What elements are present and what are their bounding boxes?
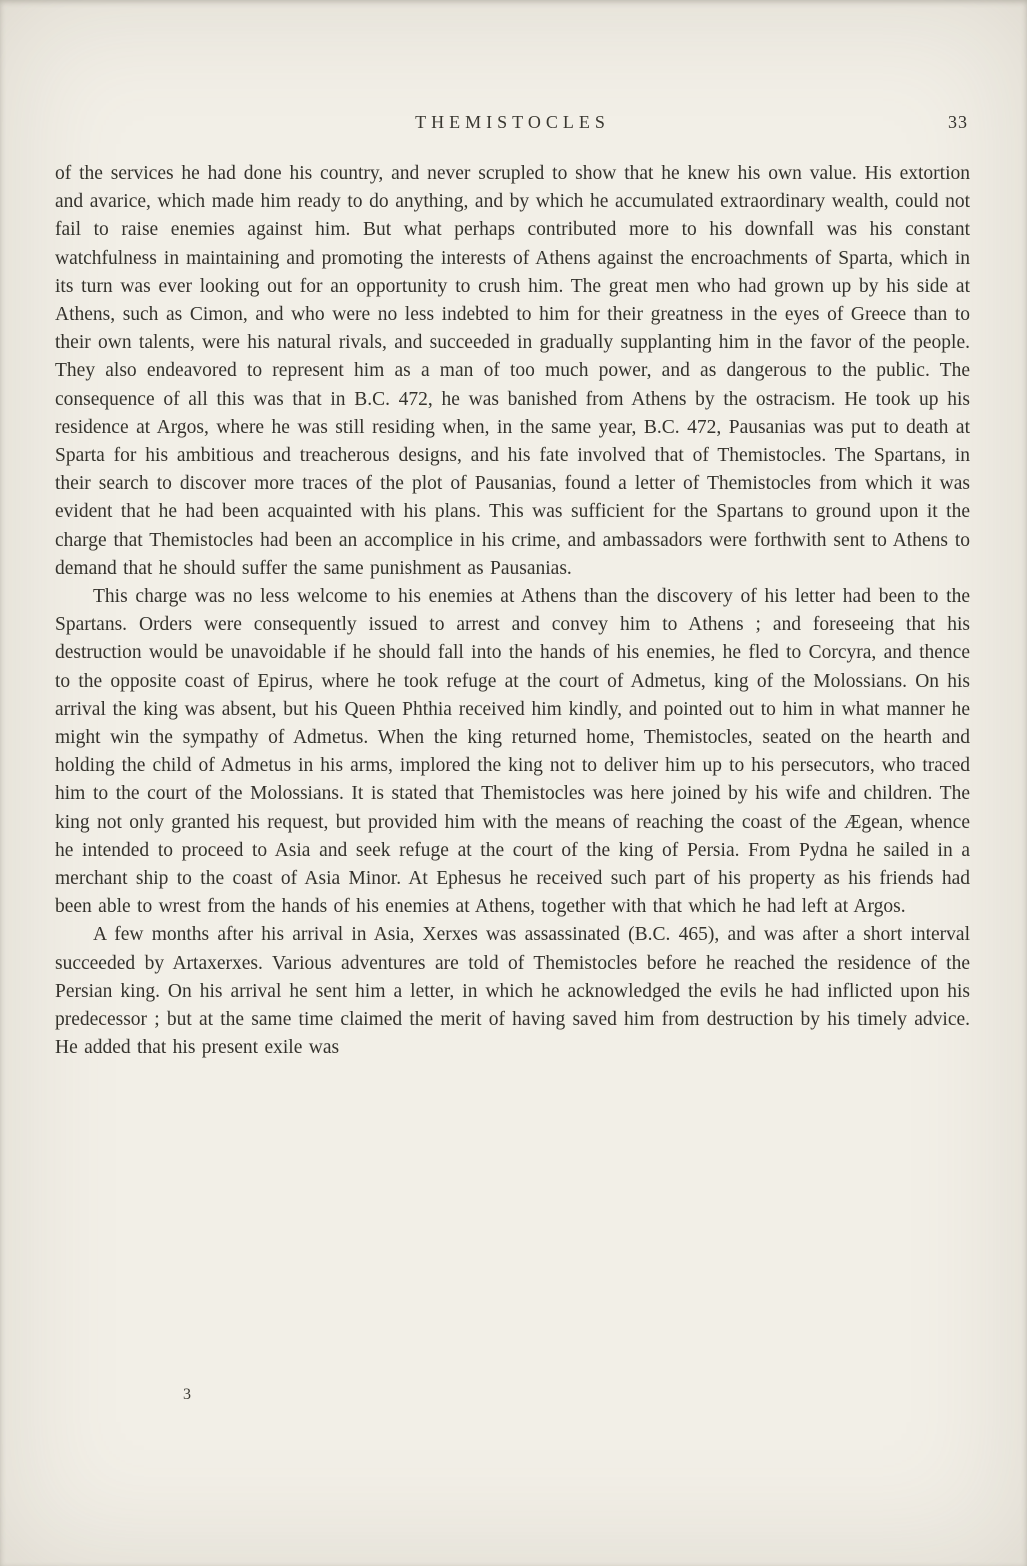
page-number: 33 — [948, 112, 968, 132]
running-head — [55, 112, 970, 138]
paragraph-continuation: of the services he had done his country, and never scrupled to show that he knew his own value. His extortion and avarice, which made him ready to do anything, and by which he accumulated extraordinary wealth, could not fail to raise enemies against him. But what perhaps contributed more to his downfall was his constant watchfulness in maintaining and promoting the interests of Athens against the encroachments of Sparta, which in its turn was ever looking out for an opportunity to crush him. The great men who had grown up by his side at Athens, such as Cimon, and who were no less indebted to him for their greatness in the eyes of Greece than to their own talents, were his natural rivals, and succeeded in gradually supplanting him in the favor of the people. They also endeavored to represent him as a man of too much power, and as dangerous to the public. The consequence of all this was that in B.C. 472, he was banished from Athens by the ostracism. He took up his residence at Argos, where he was still residing when, in the same year, B.C. 472, Pausanias was put to death at Sparta for his ambitious and treacherous designs, and his fate involved that of Themistocles. The Spartans, in their search to discover more traces of the plot of Pausanias, found a letter of Themistocles from which it was evident that he had been acquainted with his plans. This was sufficient for the Spartans to ground upon it the charge that Themistocles had been an accomplice in his crime, and ambassadors were forthwith sent to Athens to demand that he should suffer the same punishment as Pausanias. — [55, 163, 970, 579]
paragraph: A few months after his arrival in Asia, Xerxes was assassinated (B.C. 465), and was after a short interval succeeded by Artaxerxes. Various adventures are told of Themistocles before he reached the residence of the Persian king. On his arrival he sent him a letter, in which he acknowledged the evils he had inflicted upon his predecessor ; but at the same time claimed the merit of having saved him from destruction by his timely advice. He added that his present exile was — [55, 924, 970, 1059]
page-body — [55, 160, 970, 1063]
signature-mark: 3 — [183, 1386, 191, 1403]
page-title: THEMISTOCLES — [415, 112, 610, 132]
paragraph: This charge was no less welcome to his enemies at Athens than the discovery of his letter had been to the Spartans. Orders were consequently issued to arrest and convey him to Athens ; and foreseeing that his destruction would be unavoidable if he should fall into the hands of his enemies, he fled to Corcyra, and thence to the opposite coast of Epirus, where he took refuge at the court of Admetus, king of the Molossians. On his arrival the king was absent, but his Queen Phthia received him kindly, and pointed out to him in what manner he might win the sympathy of Admetus. When the king returned home, Themistocles, seated on the hearth and holding the child of Admetus in his arms, implored the king not to deliver him up to his persecutors, who traced him to the court of the Molossians. It is stated that Themistocles was here joined by his wife and children. The king not only granted his request, but provided him with the means of reaching the coast of the Ægean, whence he intended to proceed to Asia and seek refuge at the court of the king of Persia. From Pydna he sailed in a merchant ship to the coast of Asia Minor. At Ephesus he received such part of his property as his friends had been able to wrest from the hands of his enemies at Athens, together with that which he had left at Argos. — [55, 586, 970, 918]
